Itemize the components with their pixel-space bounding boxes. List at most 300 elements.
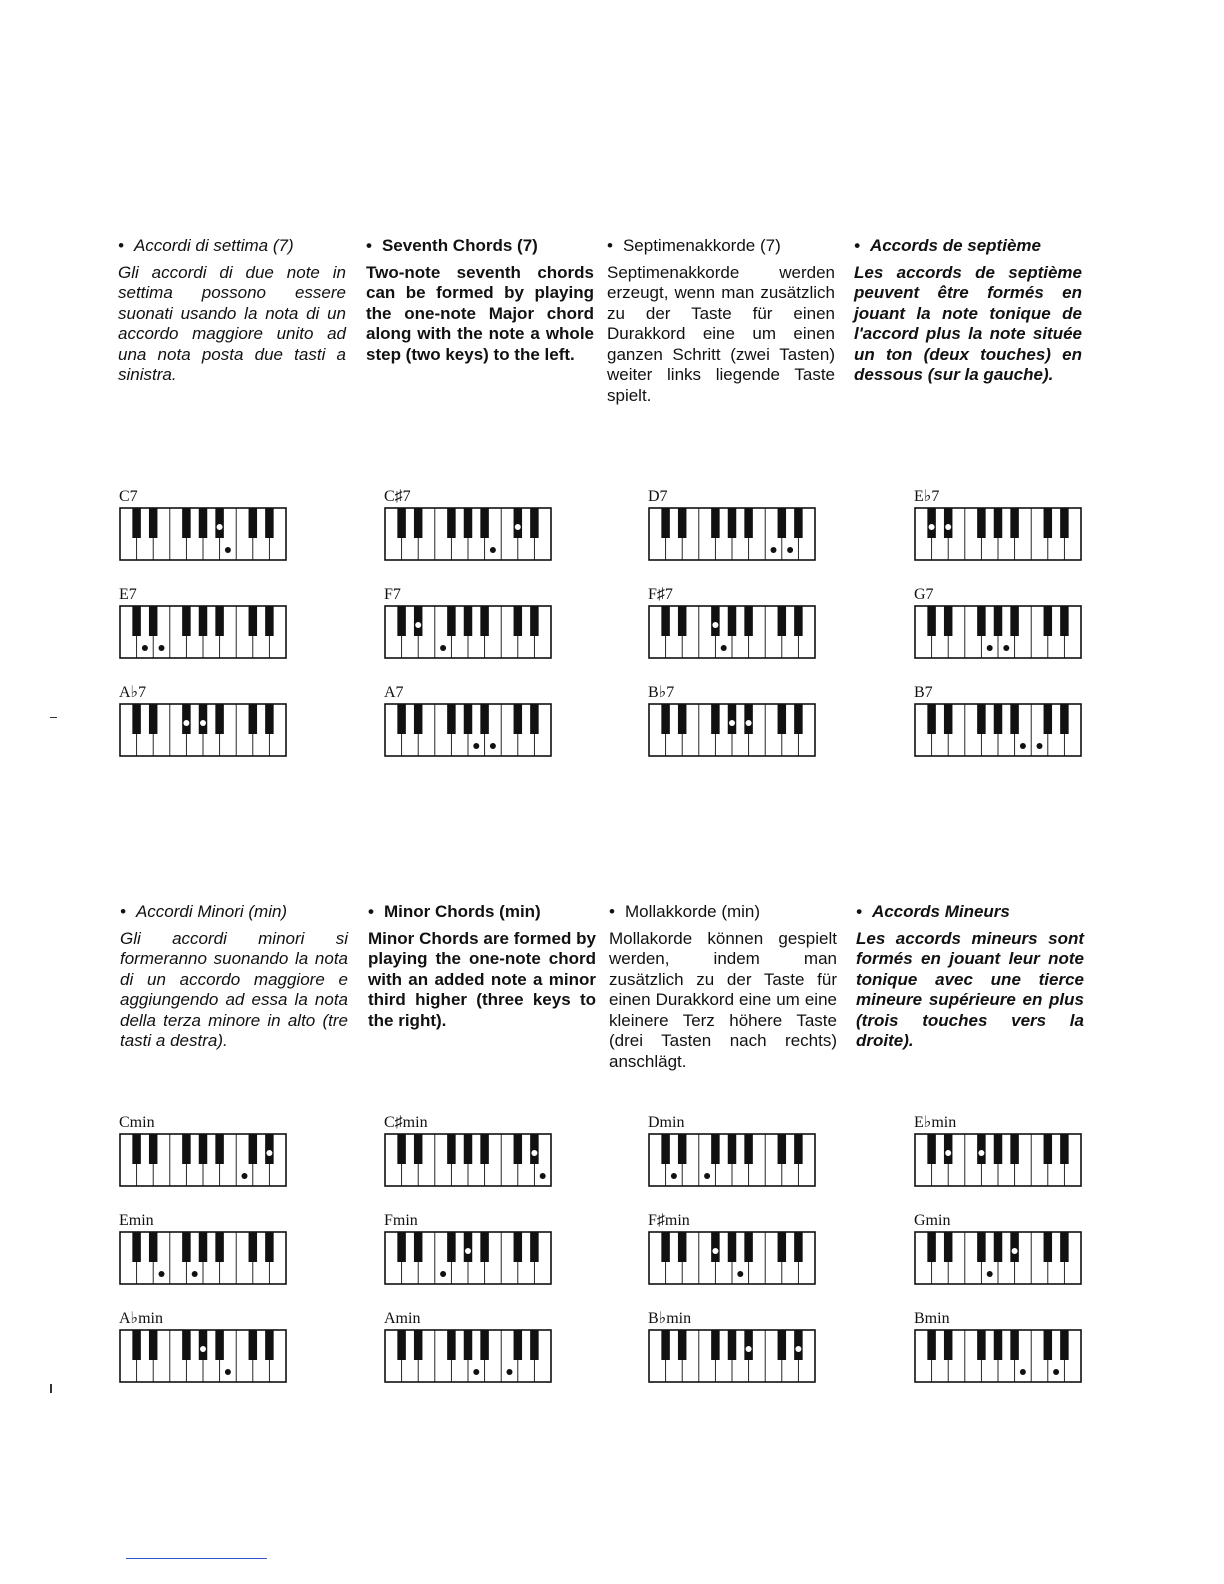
- black-key: [249, 1330, 257, 1360]
- black-key: [265, 1330, 274, 1360]
- note-dot: [1020, 1369, 1026, 1375]
- black-key: [464, 1330, 473, 1360]
- keyboard-diagram: [648, 1133, 816, 1187]
- keyboard-diagram: [648, 703, 816, 757]
- black-key: [397, 1330, 406, 1360]
- note-dot: [1012, 1248, 1018, 1254]
- chord-diagram: [384, 489, 550, 561]
- chord-diagram: [648, 1213, 814, 1285]
- black-key: [944, 508, 953, 538]
- black-key: [514, 508, 523, 538]
- chord-name: Dmin: [648, 1114, 685, 1131]
- black-key: [397, 606, 406, 636]
- chord-diagram: [914, 1115, 1080, 1187]
- keyboard-diagram: [119, 1133, 287, 1187]
- black-key: [1060, 1134, 1069, 1164]
- keyboard-diagram: [119, 703, 287, 757]
- black-key: [778, 1232, 787, 1262]
- keyboard-diagram: [914, 703, 1082, 757]
- black-key: [944, 1330, 953, 1360]
- chord-name: C♯min: [384, 1114, 428, 1131]
- black-key: [199, 1134, 208, 1164]
- chord-name: Emin: [119, 1212, 154, 1229]
- black-key: [182, 704, 191, 734]
- bullet: •: [854, 236, 860, 255]
- black-key: [199, 1330, 208, 1360]
- black-key: [1010, 508, 1019, 538]
- black-key: [464, 1232, 473, 1262]
- chord-diagram: [648, 587, 814, 659]
- chord-diagram: [119, 1115, 285, 1187]
- black-key: [994, 508, 1003, 538]
- paragraph: Les accords mineurs sont formés en jouant leur note tonique avec une tierce mineure supérieure en plus (trois touches vers la droite).: [856, 928, 1084, 1050]
- note-dot: [490, 547, 496, 553]
- black-key: [414, 1330, 423, 1360]
- black-key: [944, 1232, 953, 1262]
- black-key: [1010, 704, 1019, 734]
- black-key: [530, 1134, 539, 1164]
- note-dot: [671, 1173, 677, 1179]
- paragraph: Minor Chords are formed by playing the one-note chord with an added note a minor third higher (three keys to the right).: [368, 928, 596, 1030]
- black-key: [132, 1330, 141, 1360]
- black-key: [215, 704, 224, 734]
- black-key: [414, 1134, 423, 1164]
- chord-diagram: [384, 1115, 550, 1187]
- black-key: [1060, 1330, 1069, 1360]
- black-key: [711, 1330, 720, 1360]
- chord-diagram: [119, 587, 285, 659]
- black-key: [199, 704, 208, 734]
- black-key: [994, 704, 1003, 734]
- black-key: [249, 606, 257, 636]
- note-dot: [787, 547, 793, 553]
- black-key: [728, 1232, 737, 1262]
- black-key: [661, 1232, 670, 1262]
- note-dot: [142, 645, 148, 651]
- chord-name: B7: [914, 684, 933, 701]
- chord-diagram: [384, 1213, 550, 1285]
- note-dot: [183, 720, 189, 726]
- note-dot: [1003, 645, 1009, 651]
- black-key: [1010, 1232, 1019, 1262]
- black-key: [1010, 606, 1019, 636]
- black-key: [927, 1134, 936, 1164]
- black-key: [678, 1232, 687, 1262]
- black-key: [447, 1134, 456, 1164]
- keyboard-diagram: [648, 507, 816, 561]
- bullet: •: [366, 236, 372, 255]
- black-key: [678, 1330, 687, 1360]
- bullet: •: [609, 902, 615, 921]
- black-key: [1060, 508, 1069, 538]
- black-key: [447, 508, 456, 538]
- black-key: [265, 508, 274, 538]
- black-key: [265, 1232, 274, 1262]
- black-key: [215, 1134, 224, 1164]
- black-key: [215, 1330, 224, 1360]
- black-key: [514, 1134, 523, 1164]
- paragraph: Gli accordi minori si formeranno suonando la nota di un accordo maggiore e aggiungendo ad essa la nota della terza minore in alto (tre tasti a destra).: [120, 928, 348, 1050]
- black-key: [249, 1232, 257, 1262]
- black-key: [927, 508, 936, 538]
- bullet: •: [607, 236, 613, 255]
- keyboard-diagram: [384, 703, 552, 757]
- note-dot: [929, 524, 935, 530]
- footer-rule: [126, 1558, 267, 1559]
- black-key: [149, 606, 158, 636]
- black-key: [464, 508, 473, 538]
- keyboard-diagram: [914, 1231, 1082, 1285]
- black-key: [249, 704, 257, 734]
- keyboard-diagram: [914, 507, 1082, 561]
- keyboard-diagram: [648, 1329, 816, 1383]
- black-key: [927, 1232, 936, 1262]
- chord-name: A♭7: [119, 684, 147, 701]
- keyboard-diagram: [119, 605, 287, 659]
- black-key: [927, 1330, 936, 1360]
- note-dot: [200, 720, 206, 726]
- note-dot: [987, 645, 993, 651]
- black-key: [794, 1134, 803, 1164]
- paragraph: Septimenakkorde werden erzeugt, wenn man zusätzlich zu der Taste für einen Durakkord eine um einen ganzen Schritt (zwei Tasten) weiter links liegende Taste spielt.: [607, 262, 835, 405]
- minor-text-english: [368, 902, 596, 1031]
- note-dot: [540, 1173, 546, 1179]
- black-key: [464, 704, 473, 734]
- black-key: [530, 606, 539, 636]
- black-key: [661, 606, 670, 636]
- black-key: [1044, 606, 1053, 636]
- paragraph: Mollakorde können gespielt werden, indem man zusätzlich zu der Taste für einen Durakkord eine um eine kleinere Terz höhere Taste (drei Tasten nach rechts) anschlägt.: [609, 928, 837, 1071]
- chord-name: Amin: [384, 1310, 421, 1327]
- note-dot: [721, 645, 727, 651]
- black-key: [414, 606, 423, 636]
- chord-name: F7: [384, 586, 401, 603]
- note-dot: [746, 1346, 752, 1352]
- black-key: [149, 1232, 158, 1262]
- chord-diagram: [384, 587, 550, 659]
- note-dot: [507, 1369, 513, 1375]
- black-key: [977, 704, 986, 734]
- black-key: [132, 508, 141, 538]
- black-key: [711, 1134, 720, 1164]
- black-key: [778, 606, 787, 636]
- chord-name: D7: [648, 488, 668, 505]
- note-dot: [729, 720, 735, 726]
- black-key: [149, 704, 158, 734]
- chord-name: A♭min: [119, 1310, 163, 1327]
- paragraph: Les accords de septième peuvent être formés en jouant la note tonique de l'accord plus la note située un ton (deux touches) en dessous (sur la gauche).: [854, 262, 1082, 384]
- chord-diagram: [648, 489, 814, 561]
- black-key: [778, 1330, 787, 1360]
- keyboard-diagram: [914, 1133, 1082, 1187]
- note-dot: [473, 1369, 479, 1375]
- note-dot: [945, 524, 951, 530]
- black-key: [530, 508, 539, 538]
- chord-diagram: [914, 489, 1080, 561]
- note-dot: [440, 645, 446, 651]
- chord-name: B♭7: [648, 684, 675, 701]
- black-key: [182, 1330, 191, 1360]
- keyboard-diagram: [384, 1231, 552, 1285]
- black-key: [414, 508, 423, 538]
- note-dot: [712, 622, 718, 628]
- chord-name: A7: [384, 684, 404, 701]
- chord-diagram: [119, 685, 285, 757]
- note-dot: [978, 1150, 984, 1156]
- note-dot: [192, 1271, 198, 1277]
- black-key: [728, 606, 737, 636]
- note-dot: [795, 1346, 801, 1352]
- black-key: [1010, 1330, 1019, 1360]
- black-key: [397, 508, 406, 538]
- heading: Mollakkorde (min): [624, 902, 761, 921]
- black-key: [744, 606, 753, 636]
- black-key: [132, 704, 141, 734]
- black-key: [744, 1330, 753, 1360]
- black-key: [927, 704, 936, 734]
- black-key: [249, 508, 257, 538]
- black-key: [132, 1134, 141, 1164]
- black-key: [661, 1134, 670, 1164]
- black-key: [994, 1330, 1003, 1360]
- black-key: [1044, 508, 1053, 538]
- keyboard-diagram: [914, 1329, 1082, 1383]
- note-dot: [1020, 743, 1026, 749]
- heading: Accords de septième: [869, 236, 1041, 255]
- black-key: [265, 606, 274, 636]
- chord-name: F♯7: [648, 586, 673, 603]
- note-dot: [440, 1271, 446, 1277]
- black-key: [977, 508, 986, 538]
- keyboard-diagram: [648, 1231, 816, 1285]
- black-key: [744, 1232, 753, 1262]
- minor-text-french: [856, 902, 1084, 1052]
- heading: Accordi di settima (7): [133, 236, 294, 255]
- black-key: [215, 508, 224, 538]
- black-key: [778, 1134, 787, 1164]
- black-key: [678, 606, 687, 636]
- keyboard-diagram: [384, 1329, 552, 1383]
- black-key: [215, 606, 224, 636]
- black-key: [215, 1232, 224, 1262]
- black-key: [514, 1232, 523, 1262]
- chord-name: C7: [119, 488, 138, 505]
- note-dot: [1053, 1369, 1059, 1375]
- seventh-text-french: [854, 236, 1082, 386]
- black-key: [977, 1232, 986, 1262]
- note-dot: [515, 524, 521, 530]
- black-key: [994, 1232, 1003, 1262]
- black-key: [728, 704, 737, 734]
- black-key: [711, 1232, 720, 1262]
- black-key: [265, 1134, 274, 1164]
- note-dot: [225, 1369, 231, 1375]
- black-key: [397, 704, 406, 734]
- note-dot: [159, 1271, 165, 1277]
- chord-name: E♭7: [914, 488, 940, 505]
- chord-diagram: [119, 1311, 285, 1383]
- black-key: [397, 1134, 406, 1164]
- keyboard-diagram: [384, 507, 552, 561]
- note-dot: [704, 1173, 710, 1179]
- black-key: [977, 1330, 986, 1360]
- note-dot: [473, 743, 479, 749]
- chord-name: C♯7: [384, 488, 411, 505]
- black-key: [414, 704, 423, 734]
- note-dot: [159, 645, 165, 651]
- black-key: [447, 1330, 456, 1360]
- black-key: [480, 1330, 489, 1360]
- black-key: [149, 1330, 158, 1360]
- heading: Septimenakkorde (7): [622, 236, 781, 255]
- paragraph: Gli accordi di due note in settima possono essere suonati usando la nota di un accordo maggiore unito ad una nota posta due tasti a sinistra.: [118, 262, 346, 384]
- black-key: [794, 1330, 803, 1360]
- black-key: [1044, 1134, 1053, 1164]
- black-key: [927, 606, 936, 636]
- note-dot: [1037, 743, 1043, 749]
- heading: Accords Mineurs: [871, 902, 1010, 921]
- black-key: [944, 1134, 953, 1164]
- bullet: •: [118, 236, 124, 255]
- black-key: [447, 704, 456, 734]
- black-key: [447, 606, 456, 636]
- chord-name: Bmin: [914, 1310, 950, 1327]
- heading: Minor Chords (min): [383, 902, 541, 921]
- black-key: [728, 508, 737, 538]
- chord-diagram: [119, 1213, 285, 1285]
- black-key: [1060, 1232, 1069, 1262]
- black-key: [1044, 704, 1053, 734]
- black-key: [1060, 606, 1069, 636]
- note-dot: [200, 1346, 206, 1352]
- black-key: [678, 704, 687, 734]
- black-key: [182, 1232, 191, 1262]
- black-key: [149, 1134, 158, 1164]
- black-key: [149, 508, 158, 538]
- black-key: [778, 704, 787, 734]
- black-key: [728, 1330, 737, 1360]
- black-key: [480, 606, 489, 636]
- heading: Accordi Minori (min): [135, 902, 288, 921]
- note-dot: [945, 1150, 951, 1156]
- note-dot: [242, 1173, 248, 1179]
- black-key: [977, 1134, 986, 1164]
- chord-diagram: [648, 1115, 814, 1187]
- black-key: [744, 508, 753, 538]
- black-key: [249, 1134, 257, 1164]
- chord-diagram: [914, 587, 1080, 659]
- black-key: [447, 1232, 456, 1262]
- note-dot: [415, 622, 421, 628]
- black-key: [744, 1134, 753, 1164]
- chord-name: F♯min: [648, 1212, 690, 1229]
- black-key: [480, 1134, 489, 1164]
- chord-name: B♭min: [648, 1310, 692, 1327]
- black-key: [414, 1232, 423, 1262]
- black-key: [514, 1330, 523, 1360]
- scan-mark: [50, 717, 57, 718]
- keyboard-diagram: [119, 1231, 287, 1285]
- black-key: [530, 704, 539, 734]
- note-dot: [225, 547, 231, 553]
- chord-diagram: [914, 1213, 1080, 1285]
- black-key: [944, 606, 953, 636]
- keyboard-diagram: [384, 605, 552, 659]
- black-key: [944, 704, 953, 734]
- note-dot: [771, 547, 777, 553]
- black-key: [1010, 1134, 1019, 1164]
- chord-name: E♭min: [914, 1114, 957, 1131]
- keyboard-diagram: [119, 507, 287, 561]
- black-key: [514, 606, 523, 636]
- seventh-text-english: [366, 236, 594, 365]
- black-key: [994, 1134, 1003, 1164]
- black-key: [199, 606, 208, 636]
- bullet: •: [368, 902, 374, 921]
- chord-name: G7: [914, 586, 934, 603]
- bullet: •: [856, 902, 862, 921]
- black-key: [464, 1134, 473, 1164]
- chord-diagram: [119, 489, 285, 561]
- black-key: [199, 508, 208, 538]
- black-key: [480, 1232, 489, 1262]
- paragraph: Two-note seventh chords can be formed by playing the one-note Major chord along with the note a whole step (two keys) to the left.: [366, 262, 594, 364]
- black-key: [1060, 704, 1069, 734]
- black-key: [711, 704, 720, 734]
- chord-name: Fmin: [384, 1212, 418, 1229]
- note-dot: [217, 524, 223, 530]
- black-key: [778, 508, 787, 538]
- keyboard-diagram: [914, 605, 1082, 659]
- chord-diagram: [384, 1311, 550, 1383]
- minor-text-italian: [120, 902, 348, 1052]
- black-key: [182, 508, 191, 538]
- black-key: [744, 704, 753, 734]
- black-key: [1044, 1330, 1053, 1360]
- heading: Seventh Chords (7): [381, 236, 538, 255]
- note-dot: [737, 1271, 743, 1277]
- black-key: [661, 1330, 670, 1360]
- black-key: [794, 508, 803, 538]
- chord-name: E7: [119, 586, 137, 603]
- black-key: [794, 606, 803, 636]
- minor-text-german: [609, 902, 837, 1072]
- black-key: [678, 508, 687, 538]
- keyboard-diagram: [384, 1133, 552, 1187]
- black-key: [530, 1330, 539, 1360]
- keyboard-diagram: [648, 605, 816, 659]
- seventh-text-italian: [118, 236, 346, 386]
- bullet: •: [120, 902, 126, 921]
- black-key: [514, 704, 523, 734]
- black-key: [1044, 1232, 1053, 1262]
- note-dot: [490, 743, 496, 749]
- black-key: [711, 508, 720, 538]
- black-key: [182, 1134, 191, 1164]
- black-key: [464, 606, 473, 636]
- black-key: [199, 1232, 208, 1262]
- black-key: [977, 606, 986, 636]
- black-key: [397, 1232, 406, 1262]
- black-key: [265, 704, 274, 734]
- black-key: [530, 1232, 539, 1262]
- chord-name: Cmin: [119, 1114, 155, 1131]
- chord-diagram: [384, 685, 550, 757]
- scan-mark: [50, 1384, 52, 1393]
- black-key: [661, 704, 670, 734]
- black-key: [994, 606, 1003, 636]
- black-key: [480, 508, 489, 538]
